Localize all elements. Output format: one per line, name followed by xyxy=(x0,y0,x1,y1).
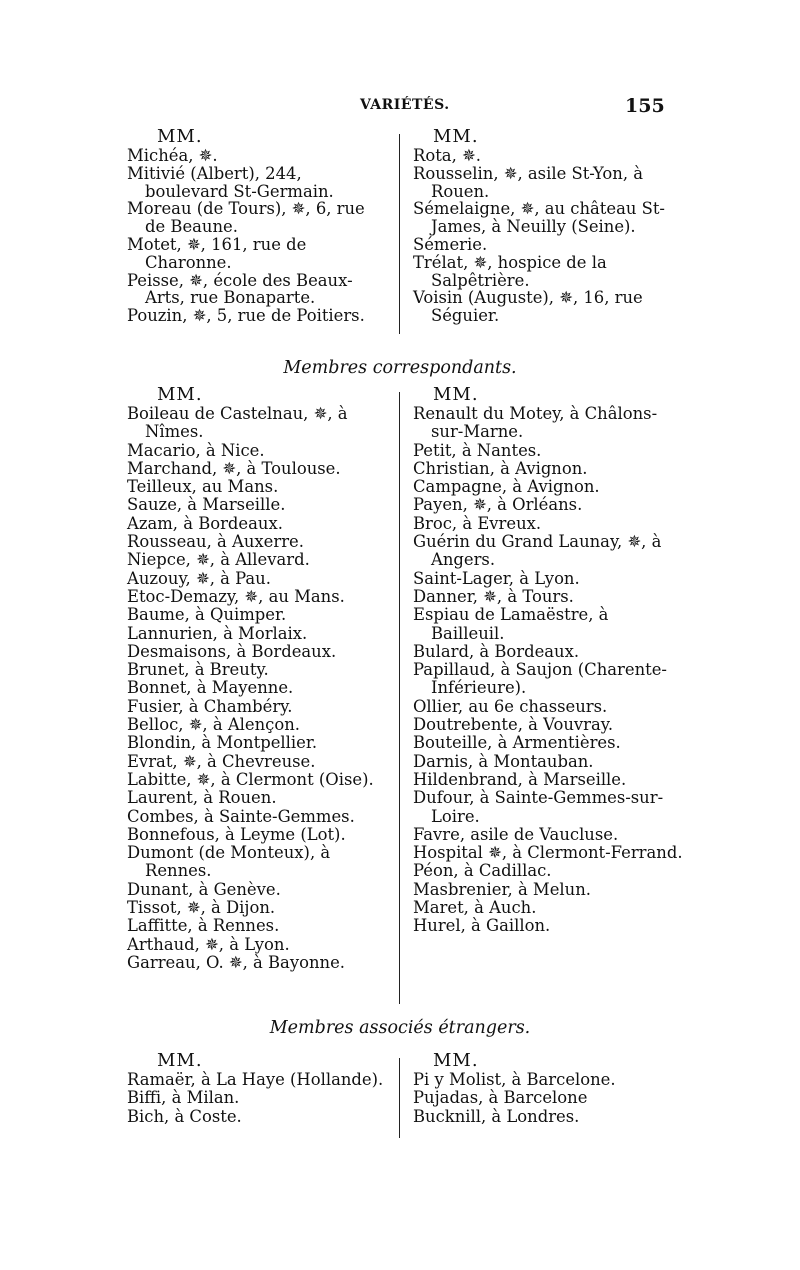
list-item: Saint-Lager, à Lyon. xyxy=(413,568,580,588)
list-item: Espiau de Lamaëstre, à Bailleuil. xyxy=(413,605,609,643)
list-item: Papillaud, à Saujon (Charente-Inférieure). xyxy=(413,660,667,698)
list-item: Maret, à Auch. xyxy=(413,898,537,918)
list-item: Moreau (de Tours), ✵, 6, rue de Beaune. xyxy=(127,199,365,237)
list-item: Hospital ✵, à Clermont-Ferrand. xyxy=(413,843,683,863)
list-item: Brunet, à Breuty. xyxy=(127,660,269,680)
list-item: Darnis, à Montauban. xyxy=(413,751,594,771)
list-item: Bonnefous, à Leyme (Lot). xyxy=(127,824,346,844)
list-item: Broc, à Evreux. xyxy=(413,513,542,533)
list-item: Sémelaigne, ✵, au château St-James, à Neuilly (Seine). xyxy=(413,199,665,237)
list-item: Favre, asile de Vaucluse. xyxy=(413,824,619,844)
list-item: Trélat, ✵, hospice de la Salpêtrière. xyxy=(413,252,607,290)
list-item: Michéa, ✵. xyxy=(127,146,218,165)
list-item: Ollier, au 6e chasseurs. xyxy=(413,696,608,716)
column-label: MM. xyxy=(157,1050,203,1071)
list-item: Pujadas, à Barcelone xyxy=(413,1088,588,1108)
list-item: Boileau de Castelnau, ✵, à Nîmes. xyxy=(127,404,348,442)
list-item: Fusier, à Chambéry. xyxy=(127,696,293,716)
running-head: VARIÉTÉS. xyxy=(360,97,450,113)
heading-text: Membres associés étrangers. xyxy=(269,1018,531,1038)
list-item: Rousselin, ✵, asile St-Yon, à Rouen. xyxy=(413,163,644,201)
column-label: MM. xyxy=(433,126,479,147)
list-item: Tissot, ✵, à Dijon. xyxy=(127,898,276,918)
list-item: Voisin (Auguste), ✵, 16, rue Séguier. xyxy=(413,288,643,326)
list-item: Bich, à Coste. xyxy=(127,1106,242,1126)
column-divider xyxy=(399,1058,400,1138)
list-item: Doutrebente, à Vouvray. xyxy=(413,715,614,735)
list-item: Rota, ✵. xyxy=(413,146,481,165)
list-item: Evrat, ✵, à Chevreuse. xyxy=(127,751,316,771)
list-item: Guérin du Grand Launay, ✵, à Angers. xyxy=(413,532,662,570)
column-label: MM. xyxy=(433,1050,479,1071)
section-heading-associes-etrangers xyxy=(0,1018,800,1038)
list-item: Hurel, à Gaillon. xyxy=(413,916,551,936)
list-item: Bonnet, à Mayenne. xyxy=(127,678,294,698)
list-item: Motet, ✵, 161, rue de Charonne. xyxy=(127,234,307,272)
column-label: MM. xyxy=(157,126,203,147)
list-item: Desmaisons, à Bordeaux. xyxy=(127,641,337,661)
list-item: Macario, à Nice. xyxy=(127,440,265,460)
list-item: Niepce, ✵, à Allevard. xyxy=(127,550,310,570)
list-item: Bucknill, à Londres. xyxy=(413,1106,580,1126)
section-heading-correspondants xyxy=(0,358,800,378)
column-divider xyxy=(399,134,400,334)
list-item: Sauze, à Marseille. xyxy=(127,495,286,515)
list-item: Blondin, à Montpellier. xyxy=(127,733,318,753)
list-item: Teilleux, au Mans. xyxy=(127,477,279,497)
list-item: Pouzin, ✵, 5, rue de Poitiers. xyxy=(127,306,365,326)
column-label: MM. xyxy=(157,384,203,405)
list-item: Azam, à Bordeaux. xyxy=(127,513,283,533)
heading-text: Membres correspondants. xyxy=(283,358,517,378)
list-item: Dumont (de Monteux), à Rennes. xyxy=(127,843,331,881)
list-item: Lannurien, à Morlaix. xyxy=(127,623,308,643)
list-item: Etoc-Demazy, ✵, au Mans. xyxy=(127,586,345,606)
column-label: MM. xyxy=(433,384,479,405)
list-item: Laffitte, à Rennes. xyxy=(127,916,280,936)
list-item: Arthaud, ✵, à Lyon. xyxy=(127,934,290,954)
list-item: Masbrenier, à Melun. xyxy=(413,879,591,899)
list-item: Laurent, à Rouen. xyxy=(127,788,277,808)
list-item: Peisse, ✵, école des Beaux-Arts, rue Bonaparte. xyxy=(127,270,353,308)
list-item: Payen, ✵, à Orléans. xyxy=(413,495,583,515)
list-item: Ramaër, à La Haye (Hollande). xyxy=(127,1070,384,1089)
list-item: Labitte, ✵, à Clermont (Oise). xyxy=(127,769,374,789)
list-item: Dufour, à Sainte-Gemmes-sur-Loire. xyxy=(413,788,664,826)
list-item: Garreau, O. ✵, à Bayonne. xyxy=(127,952,345,972)
list-item: Mitivié (Albert), 244, boulevard St-Germain. xyxy=(127,163,334,201)
list-item: Belloc, ✵, à Alençon. xyxy=(127,715,300,735)
column-divider xyxy=(399,392,400,1004)
list-item: Christian, à Avignon. xyxy=(413,458,588,478)
list-item: Bouteille, à Armentières. xyxy=(413,733,621,753)
list-item: Biffi, à Milan. xyxy=(127,1088,240,1108)
list-item: Danner, ✵, à Tours. xyxy=(413,586,574,606)
list-item: Dunant, à Genève. xyxy=(127,879,281,899)
page-number: 155 xyxy=(625,95,665,117)
page-header xyxy=(0,97,800,121)
list-item: Petit, à Nantes. xyxy=(413,440,542,460)
left-column xyxy=(127,386,389,972)
list-item: Marchand, ✵, à Toulouse. xyxy=(127,458,341,478)
right-column xyxy=(413,386,683,936)
list-item: Combes, à Sainte-Gemmes. xyxy=(127,806,355,826)
left-column xyxy=(127,128,389,325)
list-item: Bulard, à Bordeaux. xyxy=(413,641,580,661)
list-item: Pi y Molist, à Barcelone. xyxy=(413,1070,616,1089)
list-item: Auzouy, ✵, à Pau. xyxy=(127,568,271,588)
list-item: Sémerie. xyxy=(413,234,488,254)
list-item: Campagne, à Avignon. xyxy=(413,477,600,497)
list-item: Renault du Motey, à Châlons-sur-Marne. xyxy=(413,404,658,442)
list-item: Hildenbrand, à Marseille. xyxy=(413,769,627,789)
left-column xyxy=(127,1052,389,1126)
list-item: Rousseau, à Auxerre. xyxy=(127,532,304,552)
list-item: Baume, à Quimper. xyxy=(127,605,287,625)
list-item: Péon, à Cadillac. xyxy=(413,861,552,881)
right-column xyxy=(413,1052,683,1126)
right-column xyxy=(413,128,683,325)
